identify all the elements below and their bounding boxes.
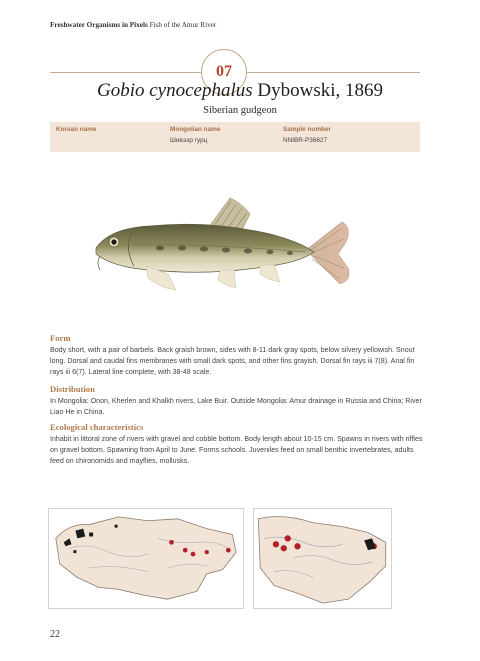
divider-left xyxy=(50,72,201,73)
form-text: Body short, with a pair of barbels. Back graish brown, sides with 8-11 dark gray spots, below silvery yellowish. Snout long. Dorsal and caudal fins membranes with small dark spots, and other fins grayish. Dorsal fin rays iii 7(8). Anal fin rays iii 6(7). Lateral line complete, with 38-48 scale. xyxy=(50,346,415,376)
distribution-map-mongolia xyxy=(48,508,244,609)
form-heading: Form xyxy=(50,333,71,343)
distribution-heading: Distribution xyxy=(50,384,95,394)
sample-number-column xyxy=(283,126,331,144)
series-title: Freshwater Organisms in Pixels xyxy=(50,21,148,29)
korean-name-label: Korean name xyxy=(56,126,97,133)
running-head xyxy=(50,21,216,29)
mongolian-name-column xyxy=(170,126,220,144)
species-author: Dybowski, 1869 xyxy=(257,80,384,101)
common-name: Siberian gudgeon xyxy=(203,105,277,116)
info-box xyxy=(50,122,420,152)
sample-number-value: NNIBR-P36627 xyxy=(283,137,328,144)
scientific-name xyxy=(0,80,480,102)
book-title: Fish of the Amur River xyxy=(149,21,217,29)
distribution-map-detail xyxy=(253,508,392,609)
ecology-text: Inhabit in littoral zone of rivers with gravel and cobble bottom. Body length about 10-15 cm. Spawns in rivers with riffles on gravel bottom. Spawning from April to June. Forms schools. Juveniles feed on small benthic invertebrates, adults feed on chironomids and mayflies, mollusks. xyxy=(50,435,423,465)
mongolian-name-label: Mongolian name xyxy=(170,126,221,133)
fish-photo xyxy=(90,192,360,298)
korean-name-column xyxy=(56,126,97,137)
divider-right xyxy=(247,72,420,73)
mongolian-name-value: Шивээр гурц xyxy=(170,137,208,144)
sample-number-label: Sample number xyxy=(283,126,331,133)
distribution-text: In Mongolia: Onon, Kherlen and Khalkh rivers, Lake Buir. Outside Mongolia: Amur drainage in Russia and China; River Liao He in China. xyxy=(50,397,422,416)
genus-species: Gobio cynocephalus xyxy=(96,80,253,101)
page-number: 22 xyxy=(50,629,60,640)
species-number: 07 xyxy=(216,63,232,80)
ecology-heading: Ecological characteristics xyxy=(50,422,144,432)
